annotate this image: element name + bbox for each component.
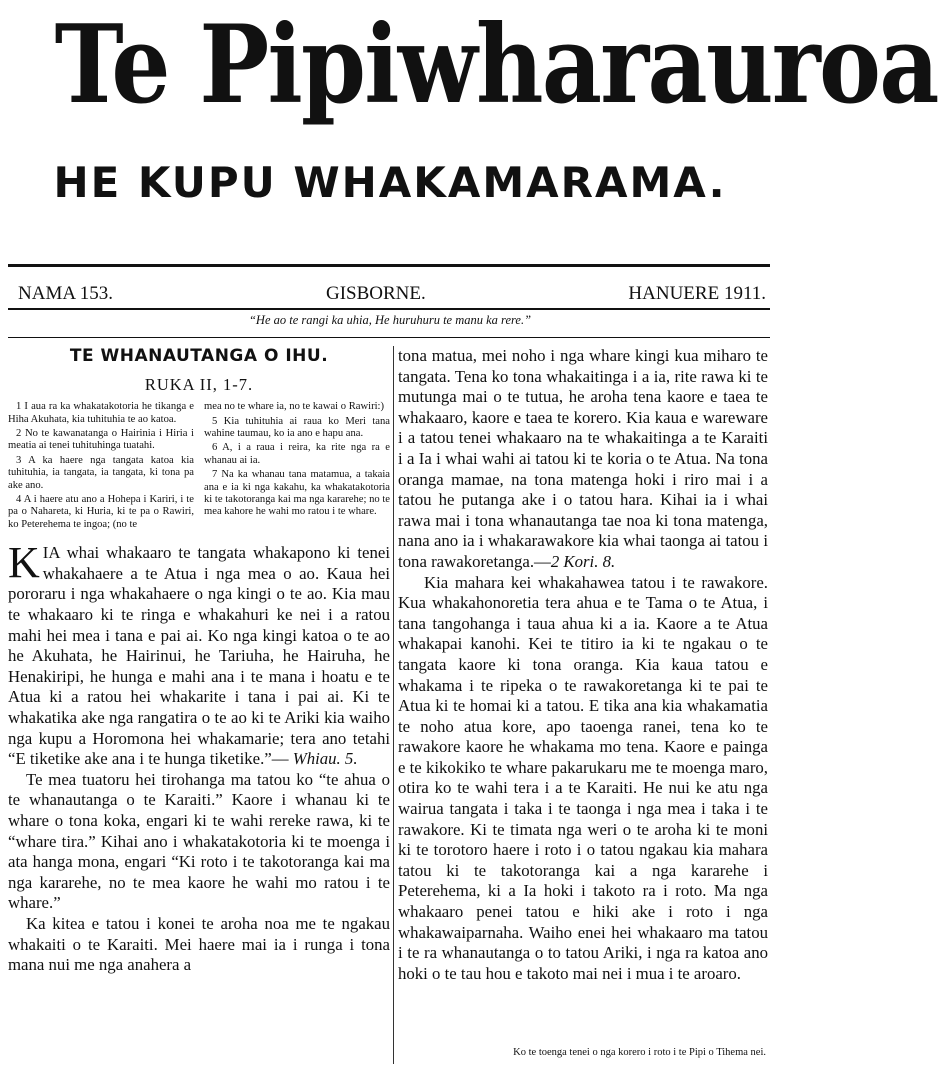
article-paragraph: Kia mahara kei whakahawea tatou i te rawakore. Kua whakahonoretia tera ahua e te Tama o te Atua, i tana tangohanga i taua ahua ki a ia. Kaore a te Atua whakapai kanohi. Kei te titiro ia ki te ngakau o te tangata kaore ki tona oranga. Kia kaua tatou e whakama i te ripeka o te rawakoretanga ki te pai te Atua ki te homai ki a tatou. E tika ana kia whakamatia te noho atua kore, apo taoenga ranei, tena ko te rawakore kaore he whakama mo tena. Kaore e painga e te kikokiko te whare pakarukaru me te moenga maro, otira ko te wahi tera i a te Karaiti. He nui ke atu nga wairua tangata i taka i te taonga i nga mea i taka i te rawakore. Ki te timata nga weri o te aroha ki te moni ki te torotoro haere i roto i o tatou ngakau kia mahara tatou ki te takotoranga kai a nga kararehe i Peterehema, ki a Ia hoki i takoto ra i roto. Ma nga whakaaro penei tatou e hiki ake i roto i nga whakawaiparnaha. Waiho enei hei whakaaro ma tatou i te ra whanautanga o to tatou Ariki, i nga ra katoa ano hoki o te tau hou e takoto mai nei i mua i te aroaro. [398,572,768,983]
paragraph-text: IA whai whakaaro te tangata whakapono ki tenei whakahaere a te Atua i nga mea o ao. Kaua hei pororaru i nga whakahaere o nga kingi o te ao. Kia mau te whakaaro ki te ringa e whakahuri ke nei i a ratou mahi hei mea i tana e pai ai. Ko nga kingi katoa o te ao he Akuhata, he Hairinui, he Tariuha, he Hairuha, he Henakiripi, he hunga e mahi ana i te mana i hoatu e te Atua ki a ratou hei whakarite i tana i pai ai. Ki te whakatika ake nga rangatira o te ao ki te Ariki kia waiho nga kupu a Horomona hei whakamarie; tera ano tetahi “E tiketike ake ana i te hunga tiketike.”— [8,543,390,769]
article-paragraph: Te mea tuatoru hei tirohanga ma tatou ko “te ahua o te whanautanga o te Karaiti.” Kaore i whanau ki te whare o tona koka, engari ki te wahi rereke rawa, ki te “whare tira.” Kihai ano i whakatakotoria ki te moenga i ata hanga mona, engari “Ki roto i te takotoranga kai ma nga kararehe, no te mea kaore he wahi mo ratou i te whare.” [8,769,390,913]
verse: 3 A ka haere nga tangata katoa kia tuhituhia, ia tangata, ia tangata, ki tona pa ake ano. [8,454,194,491]
verse: 7 Na ka whanau tana matamua, a takaia ana e ia ki nga kakahu, ka whakatakotoria ki te takotoranga kai ma nga kararehe; no te mea kahore he wahi mo ratou i te whare. [204,469,390,518]
motto: “He ao te rangi ka uhia, He huruhuru te manu ka rere.” [248,313,532,327]
verses-column-1 [8,401,194,533]
bottom-rule [8,308,770,310]
verse: 1 I aua ra ka whakatakotoria he tikanga e Hiha Akuhata, kia tuhituhia te ao katoa. [8,401,194,425]
scripture-verses [8,401,390,533]
verse: 4 A i haere atu ano a Hohepa i Kariri, i te pa o Nahareta, ki Huria, ki te pa o Rawiri, ko Peterehema te ingoa; (no te [8,494,194,530]
article-paragraph: Ka kitea e tatou i konei te aroha noa me te ngakau whakaiti o te Karaiti. Mei haere mai ia i runga i tona mana nui me nga anahera a [8,913,390,975]
issue-date: HANUERE 1911. [628,283,766,304]
column-divider [393,346,394,1064]
drop-cap: K [8,538,40,588]
verses-column-2 [204,401,390,533]
verse: mea no te whare ia, no te kawai o Rawiri:) [204,401,385,413]
article-paragraph [8,538,390,770]
verse: 6 A, i a raua i reira, ka rite nga ra e whanau ai ia. [204,442,390,466]
top-rule [8,264,770,267]
citation: 2 Kori. 8. [550,551,616,571]
verse: 2 No te kawanatanga o Hairinia i Hiria i meatia ai tenei tuhituhinga tuatahi. [8,428,194,452]
motto-rule [8,337,770,338]
issue-number: NAMA 153. [18,283,114,304]
right-column [398,346,768,984]
left-column [8,346,390,976]
issue-bar [14,283,766,307]
citation: Whiau. 5. [292,749,358,769]
newspaper-title: Te Pipiwharauroa [54,2,938,128]
scripture-reference: RUKA II, 1-7. [144,374,254,394]
footer-note: Ko te toenga tenei o nga korero i roto i te Pipi o Tihema nei. [513,1047,766,1058]
verse: 5 Kia tuhituhia ai raua ko Meri tana wahine taumau, ko ia ano e hapu ana. [204,415,390,439]
article-paragraph [398,346,768,573]
newspaper-subtitle: HE KUPU WHAKAMARAMA. [53,158,727,207]
article-title: TE WHANAUTANGA O IHU. [69,346,329,366]
paragraph-text: tona matua, mei noho i nga whare kingi kua miharo te tangata. Tena ko tona whakaitinga i a ia, rite rawa ki te mutunga mai o te tutua, he aroha tena kaore e taea te whakaaro, kaore e taea te korero. Kia kaua e wareware i a tatou tenei whakaaro na te whakaitinga a te Karaiti i a Ia i whai wahi ai tatou ki te koria o te Atua. Na tona oranga mamae, na tona matenga hoki i riro mai i a tatou he putanga ake i o tatou hara. Kihai ia i whai rawa mai i tona whanautanga tae noa ki tona matenga, nana ano ia i whakarawakore kia whai taonga ai tatou i tona rawakoretanga.— [398,346,768,571]
masthead [0,0,938,130]
issue-place: GISBORNE. [326,283,426,304]
